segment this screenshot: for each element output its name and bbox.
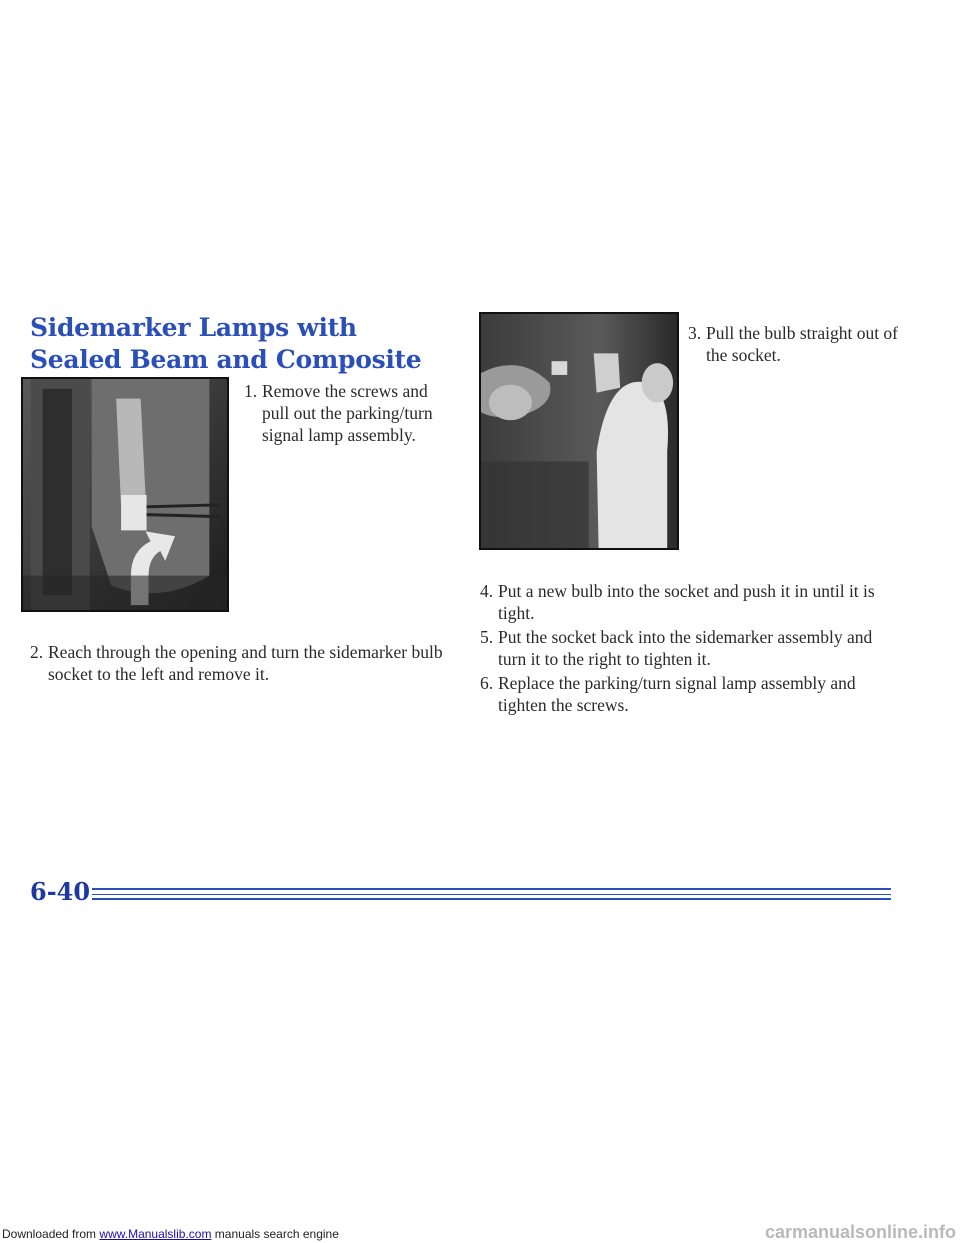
- download-suffix: manuals search engine: [214, 1227, 339, 1241]
- step-6: [480, 672, 900, 716]
- watermark: carmanualsonline.info: [764, 1222, 956, 1242]
- step-4: [480, 580, 900, 624]
- footer-rule: [92, 888, 891, 890]
- step-text: Reach through the opening and turn the sidemarker bulb socket to the left and remove it.: [48, 642, 443, 684]
- step-1: [244, 380, 444, 446]
- step-number: 1.: [244, 381, 258, 401]
- manualslib-link[interactable]: www.Manualslib.com: [99, 1227, 212, 1241]
- bulb-socket-photo: [479, 312, 679, 550]
- step-number: 6.: [480, 673, 494, 693]
- step-text: Replace the parking/turn signal lamp assembly and tighten the screws.: [498, 673, 856, 715]
- step-number: 5.: [480, 627, 494, 647]
- step-2: [30, 641, 450, 685]
- download-prefix: Downloaded from: [2, 1227, 97, 1241]
- download-credit: [2, 1227, 339, 1241]
- lamp-assembly-photo: [21, 377, 229, 612]
- step-number: 4.: [480, 581, 494, 601]
- step-text: Remove the screws and pull out the parking/turn signal lamp assembly.: [262, 381, 433, 445]
- step-5: [480, 626, 900, 670]
- section-heading: Sidemarker Lamps with Sealed Beam and Composite: [30, 313, 422, 374]
- step-text: Put the socket back into the sidemarker assembly and turn it to the right to tighten it.: [498, 627, 873, 669]
- step-number: 2.: [30, 642, 44, 662]
- page-number: 6-40: [30, 877, 91, 906]
- footer-rule: [92, 898, 891, 900]
- step-text: Put a new bulb into the socket and push it in until it is tight.: [498, 581, 875, 623]
- download-footer: [0, 1222, 960, 1242]
- step-text: Pull the bulb straight out of the socket.: [706, 323, 899, 365]
- step-3: [688, 322, 918, 366]
- footer-rule: [92, 894, 891, 895]
- step-number: 3.: [688, 323, 702, 343]
